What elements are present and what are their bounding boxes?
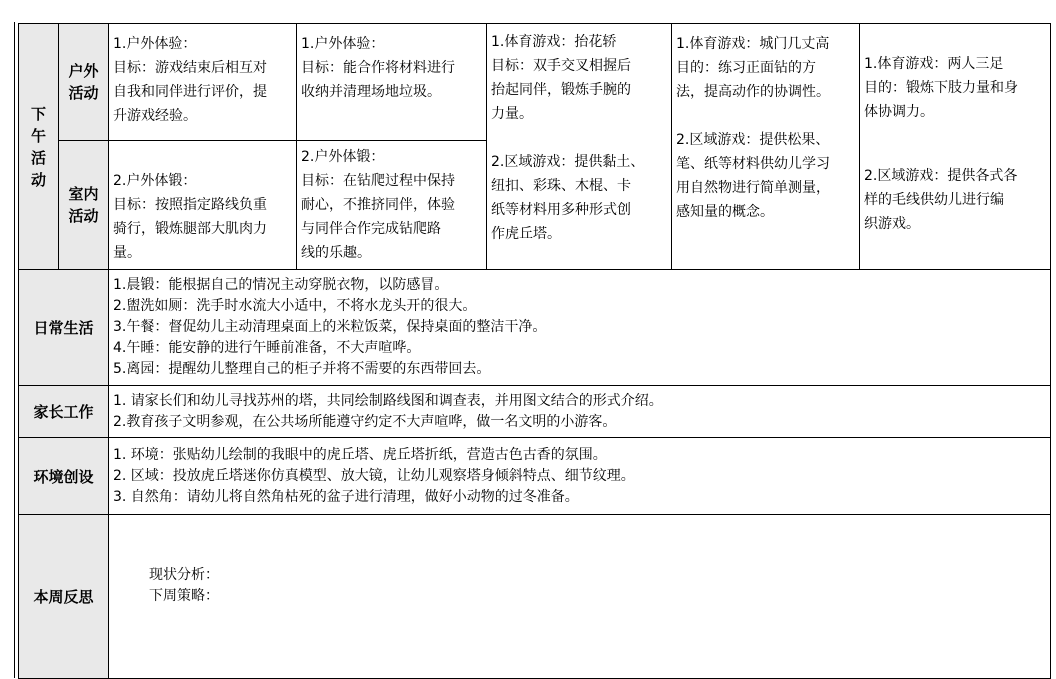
day2-outdoor-line: 目标：能合作将材料进行: [301, 60, 455, 76]
parent-work-header: 家长工作: [19, 386, 109, 438]
afternoon-label: 下午活动: [30, 104, 46, 189]
day1-indoor-cell: [109, 141, 297, 270]
day2-indoor-line: 耐心，不推挤同伴，体验: [301, 197, 455, 213]
day1-outdoor-line: 1.户外体验：: [113, 36, 197, 52]
indoor-label: 室内活动: [68, 185, 99, 225]
day2-indoor-line: 与同伴合作完成钻爬路: [301, 221, 441, 237]
day3-outdoor-line: 力量。: [491, 106, 533, 122]
day5-outdoor-line: 目的：锻炼下肢力量和身: [864, 80, 1018, 96]
day5-cell: [860, 24, 1051, 270]
day3-indoor-line: 2.区域游戏：提供黏土、: [491, 154, 645, 170]
reflection-cell: [109, 515, 1051, 679]
day3-cell: [487, 24, 672, 270]
afternoon-header: [19, 24, 59, 270]
day4-indoor-line: 笔、纸等材料供幼儿学习: [676, 156, 830, 172]
day2-indoor-cell: [297, 141, 487, 270]
day5-outdoor-line: 体协调力。: [864, 104, 934, 120]
daily-life-item: 1.晨锻：能根据自己的情况主动穿脱衣物，以防感冒。: [113, 277, 449, 293]
spacer: [491, 126, 668, 150]
outdoor-header: [59, 24, 109, 141]
day4-outdoor-line: 法，提高动作的协调性。: [676, 84, 830, 100]
day4-indoor-line: 2.区域游戏：提供松果、: [676, 132, 830, 148]
spacer: [676, 104, 856, 128]
day4-outdoor-line: 目的：练习正面钻的方: [676, 60, 816, 76]
day3-indoor-line: 纽扣、彩珠、木棍、卡: [491, 178, 631, 194]
indoor-header: [59, 141, 109, 270]
day1-indoor-line: 量。: [113, 245, 141, 261]
daily-life-header: 日常生活: [19, 270, 109, 386]
day2-outdoor-line: 1.户外体验：: [301, 36, 385, 52]
environment-item: 1. 环境：张贴幼儿绘制的我眼中的虎丘塔、虎丘塔折纸，营造古色古香的氛围。: [113, 446, 607, 463]
day4-outdoor-line: 1.体育游戏：城门几丈高: [676, 36, 830, 52]
day4-indoor-line: 用自然物进行简单测量，: [676, 180, 830, 196]
reflection-strategy: 下周策略：: [149, 588, 219, 604]
day3-outdoor-line: 抬起同伴，锻炼手腕的: [491, 82, 631, 98]
parent-work-cell: [109, 386, 1051, 438]
daily-life-item: 5.离园：提醒幼儿整理自己的柜子并将不需要的东西带回去。: [113, 361, 491, 377]
day1-indoor-line: 2.户外体锻：: [113, 173, 197, 189]
reflection-header: 本周反思: [19, 515, 109, 679]
reflection-analysis: 现状分析：: [149, 567, 219, 583]
day5-indoor-line: 2.区域游戏：提供各式各: [864, 168, 1018, 184]
daily-life-item: 3.午餐：督促幼儿主动清理桌面上的米粒饭菜，保持桌面的整洁干净。: [113, 319, 547, 335]
daily-life-item: 2.盥洗如厕：洗手时水流大小适中，不将水龙头开的很大。: [113, 298, 477, 314]
day2-indoor-line: 2.户外体锻：: [301, 149, 385, 165]
weekly-plan-table: [18, 23, 1051, 679]
parent-work-item: 2.教育孩子文明参观，在公共场所能遵守约定不大声喧哗，做一名文明的小游客。: [113, 413, 617, 430]
day1-indoor-line: 骑行，锻炼腿部大肌肉力: [113, 221, 267, 237]
day5-indoor-line: 织游戏。: [864, 216, 920, 232]
outdoor-label: 户外活动: [68, 62, 99, 102]
day3-outdoor-line: 1.体育游戏：抬花轿: [491, 34, 617, 50]
day5-outdoor-line: 1.体育游戏：两人三足: [864, 56, 1004, 72]
day3-outdoor-line: 目标：双手交叉相握后: [491, 58, 631, 74]
day1-indoor-line: 目标：按照指定路线负重: [113, 197, 267, 213]
day2-indoor-line: 目标：在钻爬过程中保持: [301, 173, 455, 189]
daily-life-cell: [109, 270, 1051, 386]
day5-indoor-line: 样的毛线供幼儿进行编: [864, 192, 1004, 208]
environment-item: 3. 自然角：请幼儿将自然角枯死的盆子进行清理，做好小动物的过冬准备。: [113, 488, 579, 505]
day4-cell: [672, 24, 860, 270]
day3-indoor-line: 作虎丘塔。: [491, 226, 561, 242]
environment-item: 2. 区域：投放虎丘塔迷你仿真模型、放大镜，让幼儿观察塔身倾斜特点、细节纹理。: [113, 467, 635, 484]
parent-work-item: 1. 请家长们和幼儿寻找苏州的塔，共同绘制路线图和调查表，并用图文结合的形式介绍。: [113, 392, 663, 409]
day2-indoor-line: 线的乐趣。: [301, 245, 371, 261]
spacer: [864, 124, 1047, 164]
day1-outdoor-cell: [109, 24, 297, 141]
day1-outdoor-line: 目标：游戏结束后相互对: [113, 60, 267, 76]
day3-indoor-line: 纸等材料用多种形式创: [491, 202, 631, 218]
daily-life-item: 4.午睡：能安静的进行午睡前准备，不大声喧哗。: [113, 340, 421, 356]
environment-header: 环境创设: [19, 438, 109, 515]
day1-outdoor-line: 自我和同伴进行评价，提: [113, 84, 267, 100]
day4-indoor-line: 感知量的概念。: [676, 204, 774, 220]
day1-outdoor-line: 升游戏经验。: [113, 108, 197, 124]
day2-outdoor-line: 收纳并清理场地垃圾。: [301, 84, 441, 100]
environment-cell: [109, 438, 1051, 515]
day2-outdoor-cell: [297, 24, 487, 141]
